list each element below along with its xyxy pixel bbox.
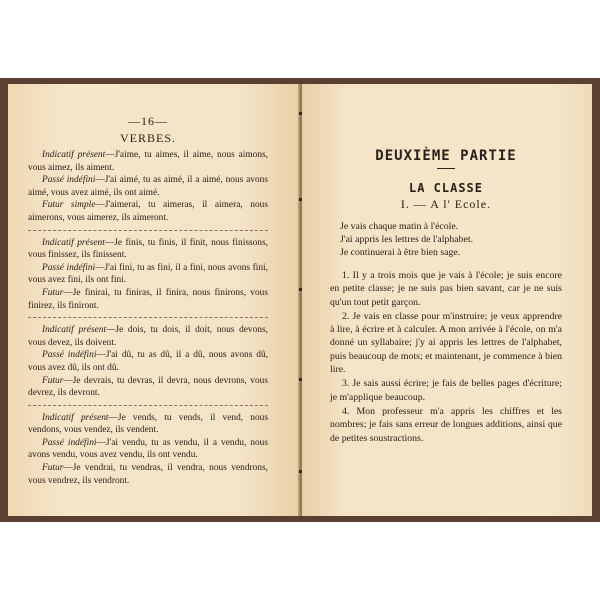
- conjugation-line: Indicatif présent—Je dois, tu dois, il doit, nous devons, vous devez, ils doivent.: [28, 325, 268, 348]
- summary-line: Je vais chaque matin à l'école.: [340, 221, 459, 232]
- part-title: DEUXIÈME PARTIE: [375, 148, 517, 164]
- summary-line: Je continuerai à être bien sage.: [340, 247, 461, 258]
- conjugation-group-1: [28, 149, 268, 225]
- conjugation-line: Futur—Je vendrai, tu vendras, il vendra, nous vendrons, vous vendrez, ils vendront.: [28, 463, 268, 486]
- conjugation-line: Futur simple—J'aimerai, tu aimeras, il aimera, nous aimerons, vous aimerez, ils aimeront.: [28, 200, 268, 223]
- paragraph: 1. Il y a trois mois que je vais à l'école; je suis encore en petite classe; je ne suis pas bien savant, car je ne suis qu'un tout petit garçon.: [330, 270, 562, 308]
- conjugation-line: Futur—Je devrais, tu devras, il devra, nous devrons, vous devrez, ils devront.: [28, 375, 268, 399]
- conjugation-line: Indicatif présent—J'aime, tu aimes, il aime, nous aimons, vous aimez, ils aiment.: [28, 150, 268, 173]
- conjugation-line: Indicatif présent—Je finis, tu finis, il finit, nous finissons, vous finissez, ils finissent.: [28, 237, 268, 261]
- section-title: LA CLASSE: [408, 181, 484, 195]
- paragraph: 4. Mon professeur m'a appris les chiffres et les nombres; je fais sans erreur de longues additions, ainsi que de petites soustractions.: [330, 405, 562, 444]
- verbs-heading: VERBES.: [119, 131, 176, 145]
- left-page: [8, 84, 300, 516]
- right-page-content: [330, 148, 562, 446]
- group-separator: [28, 317, 268, 318]
- page-number: —16—: [128, 114, 168, 128]
- open-book: [0, 78, 600, 522]
- conjugation-line: Futur—Je finirai, tu finiras, il finira, nous finirons, vous finirez, ils finiront.: [28, 287, 268, 311]
- conjugation-line: Indicatif présent—Je vends, tu vends, il vend, nous vendons, vous vendez, ils vendent.: [28, 412, 268, 436]
- group-separator: [28, 230, 268, 231]
- lesson-title: I. — A l' Ecole.: [400, 197, 492, 211]
- paragraph: 3. Je sais aussi écrire; je fais de belles pages d'écriture; je m'applique beaucoup.: [330, 378, 562, 403]
- conjugation-line: Passé indéfini—J'ai dû, tu as dû, il a dû, nous avons dû, vous avez dû, ils ont dû.: [28, 350, 268, 373]
- paragraph: 2. Je vais en classe pour m'instruire; je veux apprendre à lire, à écrire et à calculer. A mon arrivée à l'école, on m'a donné un syllabaire; j'y ai appris les lettres de l'alphabet, puis beaucoup de mots; et maintenant, je commence à bien lire.: [330, 310, 562, 376]
- conjugation-line: Passé indéfini—J'ai vendu, tu as vendu, il a vendu, nous avons vendu, vous avez vendu, ils ont vendu.: [28, 437, 268, 461]
- left-page-content: [28, 114, 268, 487]
- conjugation-line: Passé indéfini—J'ai aimé, tu as aimé, il a aimé, nous avons aimé, vous avez aimé, ils ont aimé.: [28, 175, 268, 198]
- conjugation-group-4: [28, 412, 268, 488]
- summary-line: J'ai appris les lettres de l'alphabet.: [340, 234, 474, 245]
- conjugation-group-3: [28, 324, 268, 400]
- conjugation-group-2: [28, 237, 268, 313]
- conjugation-line: Passé indéfini—J'ai fini, tu as fini, il a fini, nous avons fini, vous avez fini, ils ont fini.: [28, 262, 269, 286]
- title-rule: [437, 168, 455, 169]
- lesson-summary: [330, 220, 562, 259]
- group-separator: [28, 405, 268, 406]
- right-page: [302, 84, 592, 516]
